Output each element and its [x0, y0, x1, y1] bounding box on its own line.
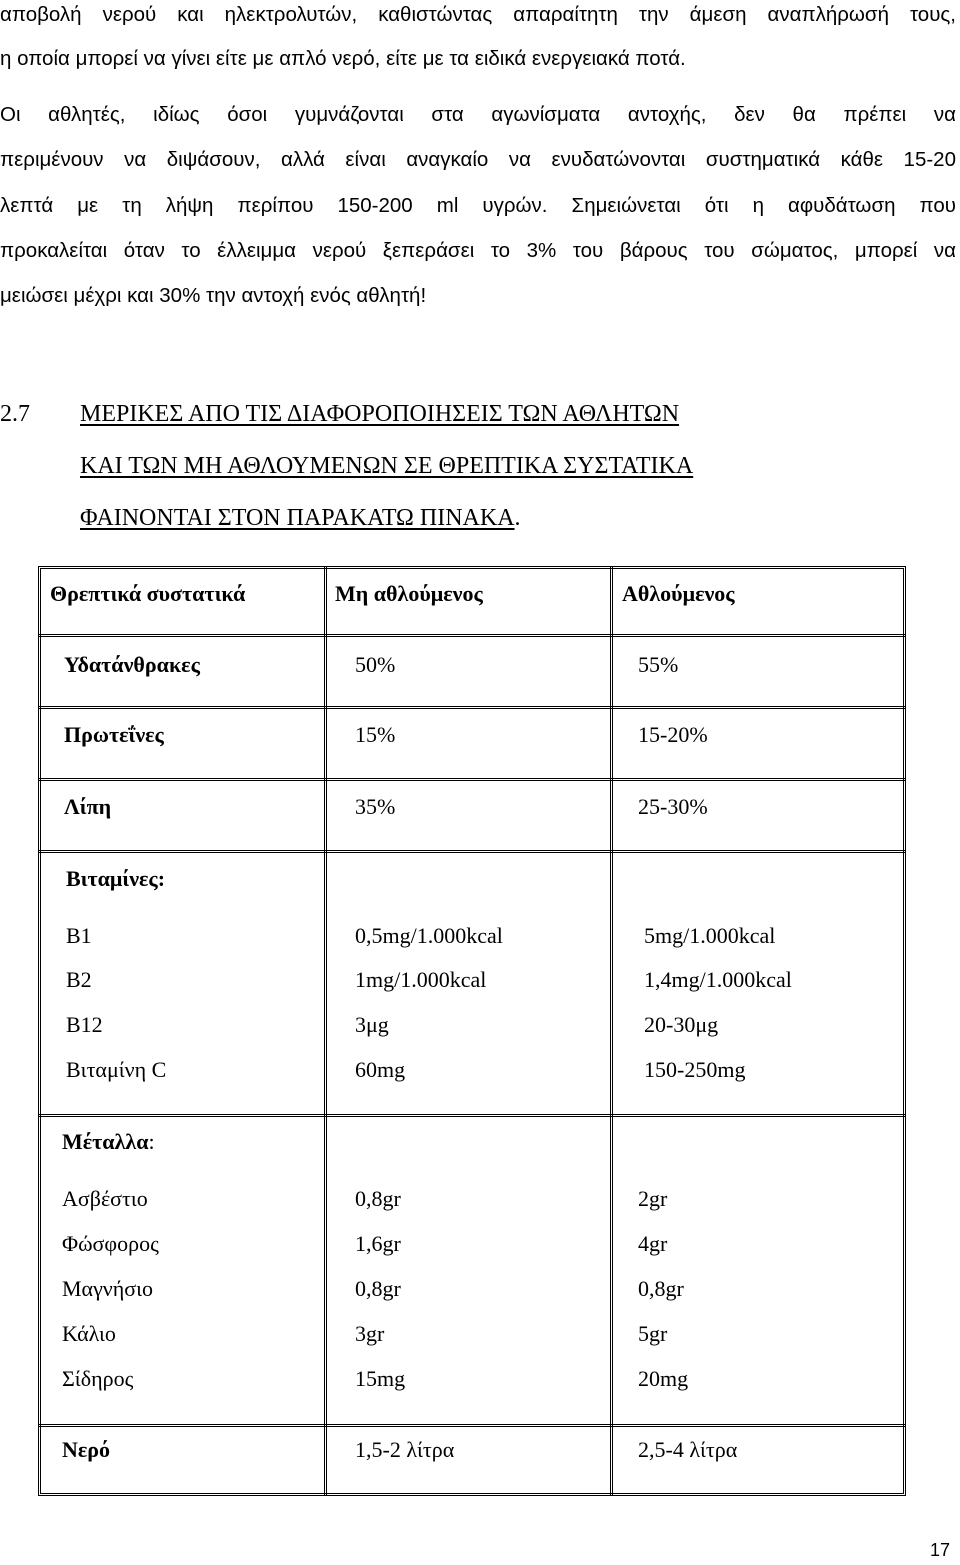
- mineral-non-athlete: 0,8gr: [355, 1186, 401, 1211]
- mineral-name: Κάλιο: [62, 1321, 116, 1346]
- cell-fats-athlete: 25-30%: [638, 794, 708, 819]
- row-divider: [38, 850, 906, 853]
- minerals-label: Μέταλλα: [62, 1129, 149, 1154]
- mineral-athlete: 20mg: [638, 1366, 689, 1391]
- vitamin-non-athlete: 3μg: [355, 1012, 389, 1037]
- mineral-name: Φώσφορος: [62, 1231, 159, 1256]
- paragraph-2-line-3: λεπτά με τη λήψη περίπου 150-200 ml υγρών. Σημειώνεται ότι η αφυδάτωση που: [0, 194, 956, 217]
- header-non-athlete: Μη αθλούμενος: [335, 581, 483, 606]
- mineral-athlete: 4gr: [638, 1231, 668, 1256]
- vitamin-name: B1: [66, 923, 92, 948]
- paragraph-1-line-2: η οποία μπορεί να γίνει είτε με απλό νερό, είτε με τα ειδικά ενεργειακά ποτά.: [0, 47, 686, 70]
- paragraph-2-line-2: περιμένουν να διψάσουν, αλλά είναι αναγκαίο να ενυδατώνονται συστηματικά κάθε 15-20: [0, 148, 956, 171]
- mineral-name: Ασβέστιο: [62, 1186, 148, 1211]
- page-number: 17: [929, 1540, 950, 1560]
- section-title-line-3-wrap: [80, 504, 521, 532]
- row-divider: [38, 706, 906, 709]
- cell-carbs-athlete: 55%: [638, 652, 679, 677]
- section-title-end: .: [514, 505, 521, 531]
- vitamin-non-athlete: 60mg: [355, 1057, 406, 1082]
- header-nutrient: Θρεπτικά συστατικά: [50, 581, 246, 606]
- section-number: 2.7: [0, 401, 30, 427]
- vitamin-athlete: 5mg/1.000kcal: [644, 923, 776, 948]
- paragraph-1-line-1: αποβολή νερού και ηλεκτρολυτών, καθιστώντας απαραίτητη την άμεση αναπλήρωσή τους,: [0, 3, 956, 26]
- vitamin-name: B12: [66, 1012, 103, 1037]
- column-divider: [610, 566, 613, 1496]
- mineral-non-athlete: 15mg: [355, 1366, 406, 1391]
- vitamin-athlete: 20-30μg: [644, 1012, 719, 1037]
- vitamin-non-athlete: 1mg/1.000kcal: [355, 967, 487, 992]
- vitamin-name: B2: [66, 967, 92, 992]
- cell-proteins-non-athlete: 15%: [355, 722, 396, 747]
- paragraph-2-line-5: μειώσει μέχρι και 30% την αντοχή ενός αθλητή!: [0, 284, 427, 307]
- column-divider: [324, 566, 327, 1496]
- cell-water-non-athlete: 1,5-2 λίτρα: [355, 1437, 455, 1462]
- mineral-athlete: 2gr: [638, 1186, 668, 1211]
- row-divider: [38, 634, 906, 637]
- mineral-non-athlete: 1,6gr: [355, 1231, 401, 1256]
- vitamin-athlete: 1,4mg/1.000kcal: [644, 967, 792, 992]
- row-divider: [38, 1424, 906, 1427]
- row-label-carbs: Υδατάνθρακες: [64, 652, 200, 677]
- row-divider: [38, 1114, 906, 1117]
- mineral-athlete: 5gr: [638, 1321, 668, 1346]
- vitamin-name: Βιταμίνη C: [66, 1057, 167, 1082]
- paragraph-2-line-1: Οι αθλητές, ιδίως όσοι γυμνάζονται στα αγωνίσματα αντοχής, δεν θα πρέπει να: [0, 103, 956, 126]
- paragraph-2-line-4: προκαλείται όταν το έλλειμμα νερού ξεπεράσει το 3% του βάρους του σώματος, μπορεί να: [0, 239, 956, 262]
- vitamin-athlete: 150-250mg: [644, 1057, 746, 1082]
- mineral-name: Μαγνήσιο: [62, 1276, 154, 1301]
- section-title-line-2: ΚΑΙ ΤΩΝ ΜΗ ΑΘΛΟΥΜΕΝΩΝ ΣΕ ΘΡΕΠΤΙΚΑ ΣΥΣΤΑΤΙΚΑ: [80, 453, 694, 479]
- vitamins-label: Βιταμίνες:: [66, 866, 166, 891]
- minerals-label-wrap: [62, 1129, 155, 1155]
- mineral-non-athlete: 0,8gr: [355, 1276, 401, 1301]
- section-title-line-1: ΜΕΡΙΚΕΣ ΑΠΟ ΤΙΣ ΔΙΑΦΟΡΟΠΟΙΗΣΕΙΣ ΤΩΝ ΑΘΛΗΤΩΝ: [80, 401, 680, 427]
- header-athlete: Αθλούμενος: [622, 581, 735, 606]
- vitamin-non-athlete: 0,5mg/1.000kcal: [355, 923, 503, 948]
- cell-carbs-non-athlete: 50%: [355, 652, 396, 677]
- cell-proteins-athlete: 15-20%: [638, 722, 708, 747]
- mineral-athlete: 0,8gr: [638, 1276, 684, 1301]
- cell-water-athlete: 2,5-4 λίτρα: [638, 1437, 738, 1462]
- row-divider: [38, 778, 906, 781]
- row-label-fats: Λίπη: [64, 794, 112, 819]
- section-title-line-3: ΦΑΙΝΟΝΤΑΙ ΣΤΟΝ ΠΑΡΑΚΑΤΩ ΠΙΝΑΚΑ: [80, 505, 515, 531]
- nutrients-table: [38, 566, 906, 1496]
- mineral-name: Σίδηρος: [62, 1366, 134, 1391]
- row-label-water: Νερό: [62, 1437, 111, 1462]
- cell-fats-non-athlete: 35%: [355, 794, 396, 819]
- minerals-label-colon: :: [148, 1129, 155, 1154]
- row-label-proteins: Πρωτεΐνες: [64, 722, 164, 747]
- mineral-non-athlete: 3gr: [355, 1321, 385, 1346]
